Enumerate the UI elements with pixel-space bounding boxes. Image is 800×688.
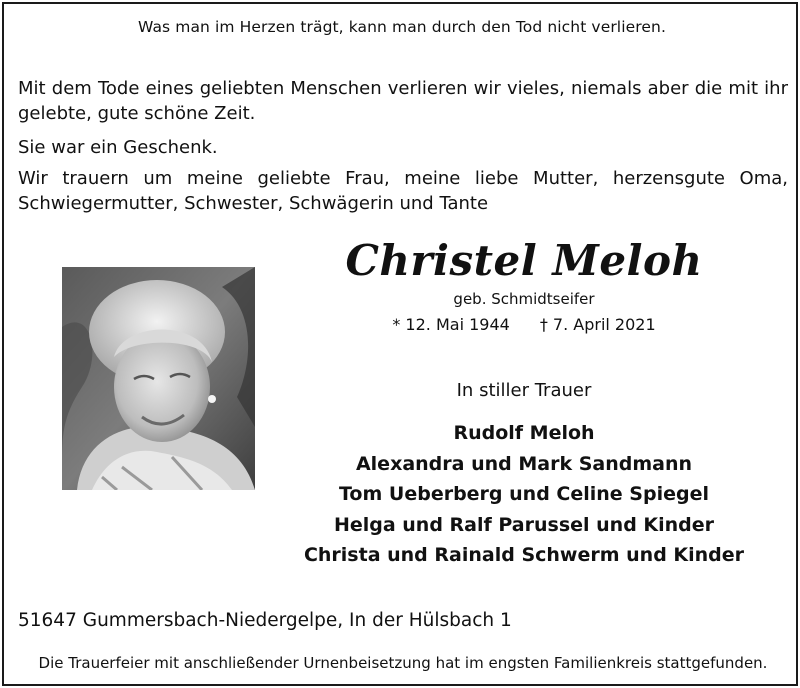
intro-paragraph-2: Sie war ein Geschenk.	[18, 137, 218, 158]
funeral-note: Die Trauerfeier mit anschließender Urnenbeisetzung hat im engsten Familienkreis stattgefunden.	[38, 654, 768, 672]
motto-quote: Was man im Herzen trägt, kann man durch den Tod nicht verlieren.	[138, 18, 666, 36]
maiden-name: geb. Schmidtseifer	[453, 290, 595, 308]
mourning-heading: In stiller Trauer	[456, 380, 592, 401]
obituary-notice	[2, 2, 798, 686]
mourners-list	[274, 418, 774, 571]
mourner-name: Rudolf Meloh	[453, 422, 595, 444]
mourner-name: Helga und Ralf Parussel und Kinder	[333, 513, 715, 536]
address: 51647 Gummersbach-Niedergelpe, In der Hülsbach 1	[18, 610, 512, 631]
intro-paragraph-3: Wir trauern um meine geliebte Frau, meine liebe Mutter, herzensgute Oma, Schwiegermutter, Schwester, Schwägerin und Tante	[18, 168, 788, 214]
mourner-name: Christa und Rainald Schwerm und Kinder	[303, 544, 745, 566]
mourner-name: Tom Ueberberg und Celine Spiegel	[339, 483, 709, 505]
deceased-name: Christel Meloh	[345, 236, 703, 285]
mourner-name: Alexandra und Mark Sandmann	[355, 452, 693, 475]
intro-paragraph-1: Mit dem Tode eines geliebten Menschen verlieren wir vieles, niemals aber die mit ihr gelebte, gute schöne Zeit.	[18, 78, 788, 124]
life-dates	[324, 315, 724, 334]
portrait-photo	[62, 267, 255, 490]
birth-date: * 12. Mai 1944	[392, 315, 510, 334]
death-date: † 7. April 2021	[539, 315, 656, 334]
